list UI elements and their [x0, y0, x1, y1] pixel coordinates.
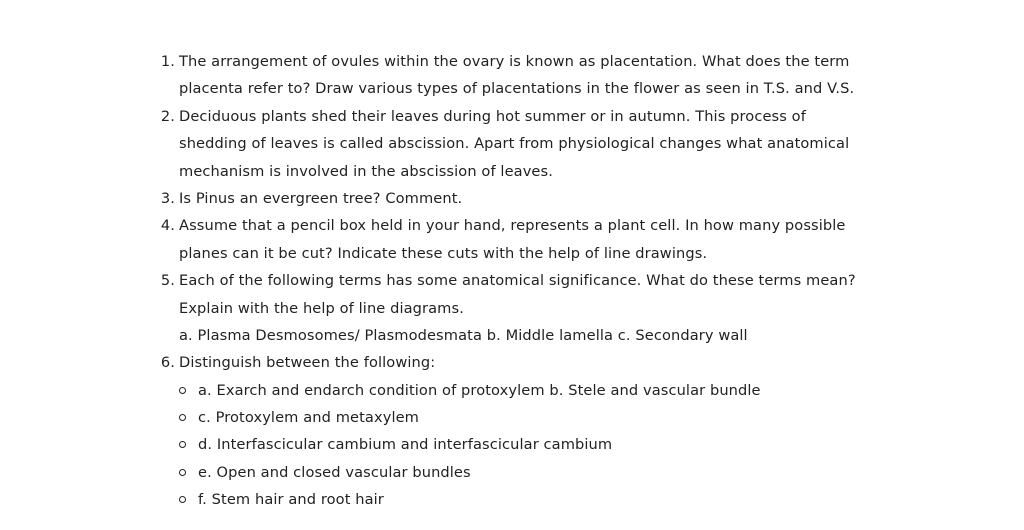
- question-text: Each of the following terms has some anatomical significance. What do these terms mean?: [179, 272, 856, 290]
- question-text: mechanism is involved in the abscission of leaves.: [179, 162, 553, 180]
- question-number: 6.: [160, 354, 175, 372]
- sub-item: [0, 431, 1024, 458]
- question-text: The arrangement of ovules within the ovary is known as placentation. What does the term: [179, 53, 850, 70]
- question-number: 5.: [160, 272, 175, 290]
- question-text: Deciduous plants shed their leaves during hot summer or in autumn. This process of: [179, 107, 806, 125]
- question-number: 2.: [160, 107, 175, 125]
- question-6-line-1: [0, 349, 1024, 376]
- question-4-line-2: [0, 240, 1024, 267]
- question-text: Is Pinus an evergreen tree? Comment.: [179, 189, 463, 207]
- question-text: Explain with the help of line diagrams.: [179, 299, 464, 317]
- sub-item-text: f. Stem hair and root hair: [198, 491, 384, 509]
- question-number: 1.: [160, 53, 175, 70]
- question-text: placenta refer to? Draw various types of placentations in the flower as seen in T.S. and V.S.: [179, 80, 855, 98]
- question-text: a. Plasma Desmosomes/ Plasmodesmata b. Middle lamella c. Secondary wall: [179, 326, 748, 344]
- question-5-line-3: [0, 322, 1024, 349]
- question-5-line-2: [0, 295, 1024, 322]
- question-number: 3.: [160, 189, 175, 207]
- question-number: 4.: [160, 217, 175, 235]
- circle-bullet-icon: [179, 441, 186, 448]
- question-1-line-2: [0, 75, 1024, 102]
- question-text: shedding of leaves is called abscission. Apart from physiological changes what anatomical: [179, 135, 850, 153]
- sub-item-text: e. Open and closed vascular bundles: [198, 463, 471, 481]
- question-3-line-1: [0, 185, 1024, 212]
- sub-item: [0, 377, 1024, 404]
- sub-item-text: c. Protoxylem and metaxylem: [198, 409, 419, 427]
- circle-bullet-icon: [179, 387, 186, 394]
- sub-item-text: d. Interfascicular cambium and interfascicular cambium: [198, 436, 613, 454]
- circle-bullet-icon: [179, 414, 186, 421]
- question-2-line-2: [0, 130, 1024, 157]
- question-4-line-1: [0, 212, 1024, 239]
- sub-item: [0, 404, 1024, 431]
- sub-item-text: a. Exarch and endarch condition of protoxylem b. Stele and vascular bundle: [198, 381, 761, 399]
- question-text: Assume that a pencil box held in your hand, represents a plant cell. In how many possible: [179, 217, 846, 235]
- question-1-line-1: [0, 48, 1024, 75]
- circle-bullet-icon: [179, 496, 186, 503]
- question-list: [0, 48, 1024, 514]
- question-5-line-1: [0, 267, 1024, 294]
- circle-bullet-icon: [179, 469, 186, 476]
- question-text: Distinguish between the following:: [179, 354, 436, 372]
- question-2-line-3: [0, 158, 1024, 185]
- question-2-line-1: [0, 103, 1024, 130]
- sub-item: [0, 459, 1024, 486]
- sub-item: [0, 486, 1024, 513]
- question-text: planes can it be cut? Indicate these cuts with the help of line drawings.: [179, 244, 708, 262]
